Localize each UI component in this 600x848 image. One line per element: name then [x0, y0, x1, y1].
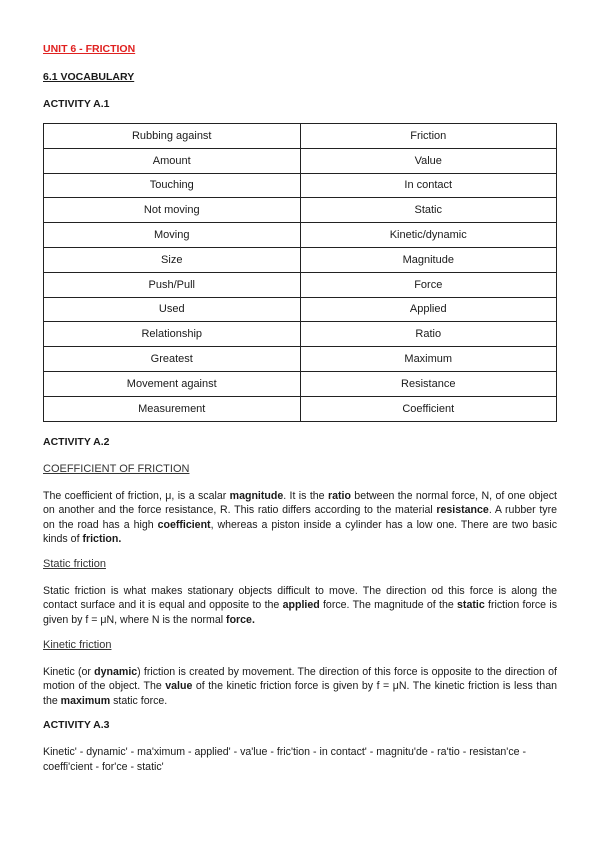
kinetic-friction-paragraph: Kinetic (or dynamic) friction is created by movement. The direction of this force is opposite to the direction of motion of the object. The value of the kinetic friction force is given by f = μN. The kinetic friction is less than the maximum static force.: [43, 666, 557, 707]
vocab-term-cell: Size: [44, 247, 301, 272]
vocab-synonym-cell: Magnitude: [300, 247, 557, 272]
vocab-term-cell: Not moving: [44, 198, 301, 223]
vocab-synonym-cell: Applied: [300, 297, 557, 322]
coefficient-paragraph: The coefficient of friction, μ, is a scalar magnitude. It is the ratio between the normal force, N, of one object on another and the force resistance, R. This ratio differs according to the material resistance. A rubber tyre on the road has a high coefficient, whereas a piston inside a cylinder has a low one. There are two basic kinds of friction.: [43, 490, 558, 546]
table-row: [44, 198, 557, 223]
vocab-term-cell: Greatest: [44, 347, 301, 372]
activity-a3-heading: ACTIVITY A.3: [43, 719, 110, 731]
vocab-synonym-cell: Maximum: [300, 347, 557, 372]
stress-word-list: Kinetic' - dynamic' - ma'ximum - applied' - va'lue - fric'tion - in contact' - magnitu'de - ra'tio - resistan'ce - coeffi'cient - for'ce - static': [43, 746, 526, 773]
activity-a2-heading: ACTIVITY A.2: [43, 436, 110, 448]
table-row: [44, 124, 557, 149]
unit-title: UNIT 6 - FRICTION: [43, 43, 136, 55]
vocab-term-cell: Rubbing against: [44, 124, 301, 149]
table-row: [44, 173, 557, 198]
table-row: [44, 297, 557, 322]
vocab-synonym-cell: Force: [300, 272, 557, 297]
table-row: [44, 272, 557, 297]
vocab-term-cell: Moving: [44, 223, 301, 248]
table-row: [44, 347, 557, 372]
vocab-term-cell: Used: [44, 297, 301, 322]
table-row: [44, 247, 557, 272]
table-row: [44, 396, 557, 421]
table-row: [44, 148, 557, 173]
vocab-term-cell: Amount: [44, 148, 301, 173]
table-row: [44, 371, 557, 396]
vocab-synonym-cell: Value: [300, 148, 557, 173]
vocabulary-table: [43, 123, 557, 422]
vocab-term-cell: Touching: [44, 173, 301, 198]
vocab-synonym-cell: Kinetic/dynamic: [300, 223, 557, 248]
static-friction-heading: Static friction: [43, 558, 106, 570]
vocab-term-cell: Measurement: [44, 396, 301, 421]
section-title: 6.1 VOCABULARY: [43, 71, 135, 83]
vocab-synonym-cell: Ratio: [300, 322, 557, 347]
activity-a1-heading: ACTIVITY A.1: [43, 98, 110, 110]
vocab-term-cell: Push/Pull: [44, 272, 301, 297]
vocab-term-cell: Movement against: [44, 371, 301, 396]
table-row: [44, 223, 557, 248]
vocab-synonym-cell: Friction: [300, 124, 557, 149]
coefficient-heading: COEFFICIENT OF FRICTION: [43, 463, 190, 475]
vocab-synonym-cell: Resistance: [300, 371, 557, 396]
table-row: [44, 322, 557, 347]
kinetic-friction-heading: Kinetic friction: [43, 639, 112, 651]
vocab-synonym-cell: In contact: [300, 173, 557, 198]
static-friction-paragraph: Static friction is what makes stationary objects difficult to move. The direction od this force is along the contact surface and it is equal and opposite to the applied force. The magnitude of the static friction force is given by f = μN, where N is the normal force.: [43, 585, 557, 626]
vocab-synonym-cell: Static: [300, 198, 557, 223]
vocab-term-cell: Relationship: [44, 322, 301, 347]
vocab-synonym-cell: Coefficient: [300, 396, 557, 421]
